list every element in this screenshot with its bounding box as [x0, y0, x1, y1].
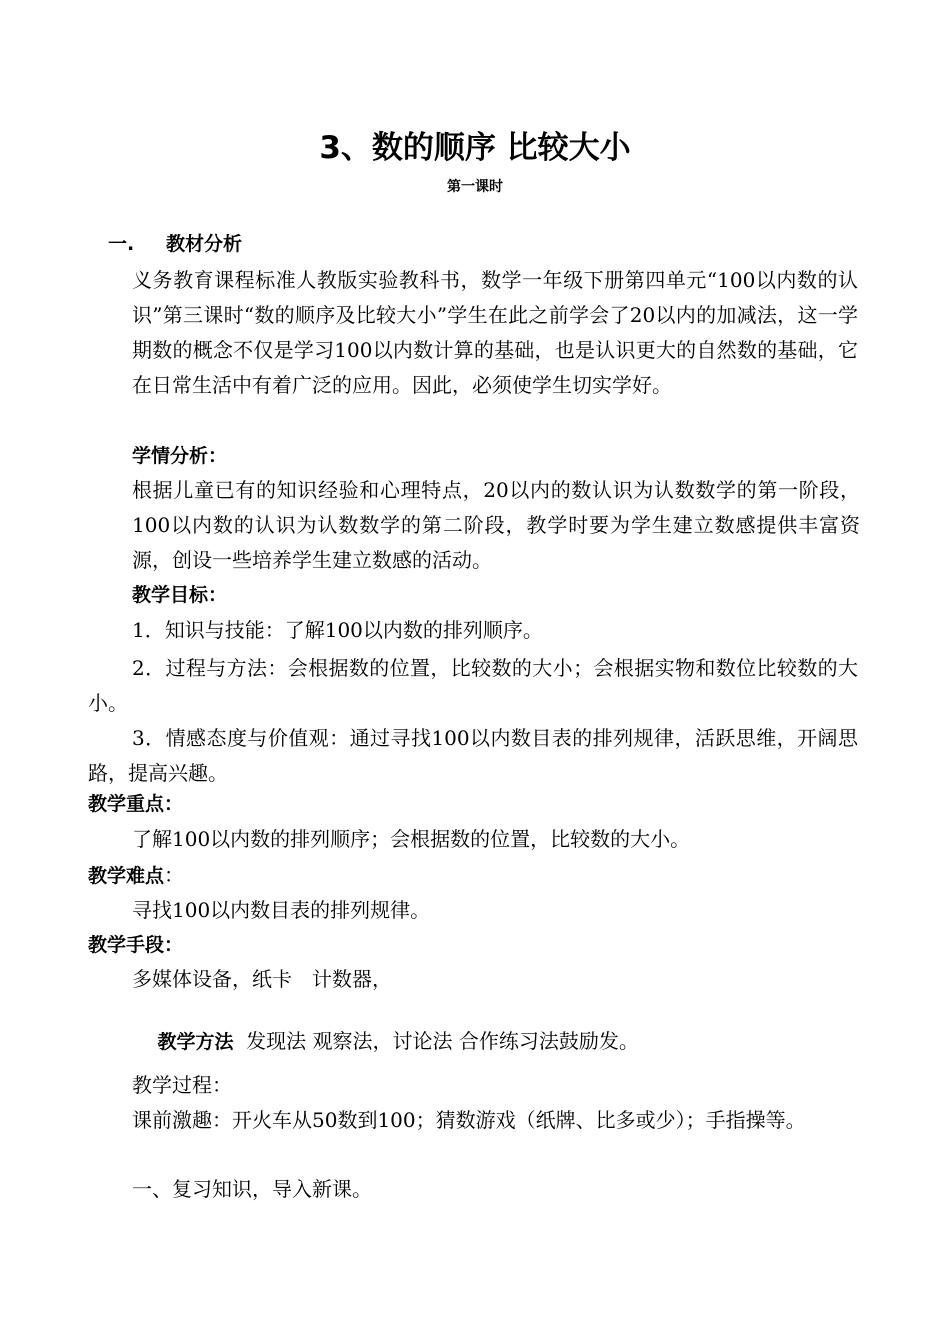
difficulties-heading	[88, 861, 184, 890]
difficulties-heading-colon: ：	[164, 863, 185, 887]
learning-analysis-paragraph: 根据儿童已有的知识经验和心理特点，20以内的数认识为认数数学的第一阶段，100以内数的认识为认数数学的第二阶段，教学时要为学生建立数感提供丰富资源，创设一些培养学生建立数感的活动。	[132, 478, 860, 572]
means-heading: 教学手段：	[88, 934, 184, 956]
objective-item-2: 2．过程与方法：会根据数的位置，比较数的大小；会根据实物和数位比较数的大小。	[88, 656, 858, 715]
difficulties-text: 寻找100以内数目表的排列规律。	[132, 898, 431, 922]
learning-analysis-heading: 学情分析：	[132, 445, 228, 467]
difficulties-heading-label: 教学难点	[88, 865, 165, 887]
objective-item-3: 3．情感态度与价值观：通过寻找100以内数目表的排列规律，活跃思维，开阔思路，提高兴趣。	[88, 726, 858, 785]
key-points-text: 了解100以内数的排列顺序；会根据数的位置，比较数的大小。	[132, 827, 691, 851]
process-warmup: 课前激趣：开火车从50数到100；猜数游戏（纸牌、比多或少）；手指操等。	[132, 1108, 806, 1132]
methods-text: 发现法 观察法，讨论法 合作练习法鼓励发。	[233, 1029, 639, 1053]
section1-number: 一.	[108, 233, 135, 255]
process-step1: 一、复习知识，导入新课。	[132, 1177, 372, 1201]
section1-paragraph: 义务教育课程标准人教版实验教科书，数学一年级下册第四单元“100以内数的认识”第三课时“数的顺序及比较大小”学生在此之前学会了20以内的加减法，这一学期数的概念不仅是学习100以内数计算的基础，也是认识更大的自然数的基础，它在日常生活中有着广泛的应用。因此，必须使学生切实学好。	[132, 268, 858, 397]
methods-label: 教学方法	[157, 1031, 234, 1053]
key-points-heading: 教学重点：	[88, 793, 184, 815]
process-heading: 教学过程：	[132, 1073, 232, 1097]
document-subtitle: 第一课时	[447, 179, 503, 195]
section1-title: 教材分析	[166, 233, 243, 255]
document-title: 3、数的顺序 比较大小	[319, 130, 631, 166]
objective-item-1: 1．知识与技能：了解100以内数的排列顺序。	[132, 618, 543, 642]
means-text: 多媒体设备，纸卡 计数器，	[132, 967, 392, 991]
objectives-heading: 教学目标：	[132, 584, 228, 606]
